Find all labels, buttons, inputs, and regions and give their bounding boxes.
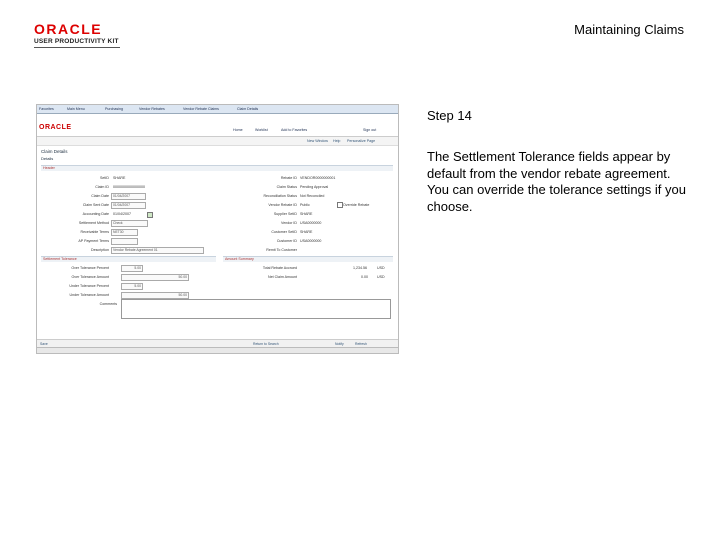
tolerance-group-label: Settlement Tolerance — [43, 257, 77, 261]
field-label: Vendor ID — [281, 221, 297, 225]
comments-label: Comments — [99, 302, 117, 306]
field-label: Claim Status — [276, 185, 297, 189]
field-value: 01/04/2007 — [113, 212, 131, 216]
override-label: Override Rebate — [343, 203, 370, 207]
field-value: SHARE — [113, 176, 126, 180]
receivable-terms-input[interactable]: NET30 — [111, 229, 138, 236]
comments-textarea[interactable] — [121, 299, 391, 319]
link-sign-out[interactable]: Sign out — [363, 128, 377, 132]
horizontal-scrollbar[interactable] — [37, 347, 398, 353]
logo-divider — [34, 47, 120, 48]
menu-favorites[interactable]: Favorites — [39, 107, 54, 111]
field-value: VENDOR0000000001 — [300, 176, 336, 180]
field-label: Under Tolerance Amount — [69, 293, 109, 297]
field-label: Receivable Terms — [80, 230, 109, 234]
header-group-label: Header — [43, 166, 55, 170]
field-label: Net Claim Amount — [268, 275, 297, 279]
claim-sent-date-input[interactable]: 01/04/2007 — [111, 202, 146, 209]
field-value: Pending Approval — [300, 185, 329, 189]
app-subbar — [37, 137, 398, 146]
field-value: Not Reconciled — [300, 194, 325, 198]
over-tolerance-amount-input[interactable]: 50.00 — [121, 274, 189, 281]
section-title: Claim Details — [41, 149, 68, 154]
link-add-favorites[interactable]: Add to Favorites — [281, 128, 308, 132]
menu-claim-details[interactable]: Claim Details — [237, 107, 259, 111]
description-input[interactable]: Vendor Rebate Agreement 01 — [111, 247, 204, 254]
field-label: Vendor Rebate ID — [268, 203, 297, 207]
field-label: Settlement Method — [78, 221, 109, 225]
app-oracle-logo: ORACLE — [39, 124, 72, 131]
link-home[interactable]: Home — [233, 128, 243, 132]
link-new-window[interactable]: New Window — [307, 139, 328, 143]
link-worklist[interactable]: Worklist — [255, 128, 268, 132]
field-label: Claim Date — [91, 194, 109, 198]
field-label: AP Payment Terms — [78, 239, 109, 243]
refresh-link[interactable]: Refresh — [355, 342, 367, 346]
field-label: Rebate ID — [280, 176, 297, 180]
calendar-icon[interactable] — [147, 212, 153, 218]
field-label: Claim ID — [95, 185, 109, 189]
under-tolerance-percent-input[interactable]: 5.00 — [121, 283, 143, 290]
field-label: Over Tolerance Percent — [71, 266, 109, 270]
field-label: SetID — [100, 176, 109, 180]
currency-unit: USD — [377, 275, 385, 279]
field-value: 0.00 — [361, 275, 368, 279]
field-label: Under Tolerance Percent — [69, 284, 109, 288]
field-label: Customer SetID — [271, 230, 297, 234]
logo-brand: ORACLE — [34, 21, 103, 37]
field-value: USA0000000 — [300, 239, 322, 243]
menu-vendor-rebate-claims[interactable]: Vendor Rebate Claims — [183, 107, 219, 111]
menu-purchasing[interactable]: Purchasing — [105, 107, 123, 111]
tab-details[interactable]: Details — [41, 156, 54, 161]
field-label: Remit To Customer — [266, 248, 297, 252]
save-button[interactable]: Save — [40, 342, 48, 346]
field-label: Customer ID — [276, 239, 297, 243]
claim-date-input[interactable]: 01/04/2007 — [111, 193, 146, 200]
notify-link[interactable]: Notify — [335, 342, 344, 346]
settlement-tolerance-group[interactable] — [41, 256, 216, 262]
logo-product: USER PRODUCTIVITY KIT — [34, 38, 119, 45]
under-tolerance-amount-input[interactable]: 50.00 — [121, 292, 189, 299]
page-title: Maintaining Claims — [574, 22, 684, 37]
field-label: Supplier SetID — [273, 212, 297, 216]
settlement-method-select[interactable]: Check — [111, 220, 148, 227]
field-value: 1,234.56 — [353, 266, 367, 270]
application-screenshot — [36, 104, 399, 354]
link-personalize[interactable]: Personalize Page — [347, 139, 376, 143]
menu-vendor-rebates[interactable]: Vendor Rebates — [139, 107, 165, 111]
ap-terms-input[interactable] — [111, 238, 138, 245]
oracle-upk-logo — [34, 22, 124, 50]
header-group[interactable] — [41, 165, 393, 171]
return-to-search-link[interactable]: Return to Search — [253, 342, 279, 346]
amount-summary-group[interactable] — [223, 256, 393, 262]
field-label: Description — [91, 248, 109, 252]
field-label: Reconciliation Status — [263, 194, 297, 198]
step-description: The Settlement Tolerance fields appear by default from the vendor rebate agreement. You can override the tolerance settings if you choose. — [427, 149, 686, 214]
app-menubar — [37, 105, 398, 114]
step-title: Step 14 — [427, 108, 472, 123]
link-help[interactable]: Help — [333, 139, 341, 143]
app-brandbar — [37, 114, 398, 137]
field-label: Accounting Date — [82, 212, 109, 216]
menu-main[interactable]: Main Menu — [67, 107, 85, 111]
field-label: Over Tolerance Amount — [71, 275, 109, 279]
currency-unit: USD — [377, 266, 385, 270]
field-value: USA0000000 — [300, 221, 322, 225]
field-value: SHARE — [300, 230, 313, 234]
over-tolerance-percent-input[interactable]: 5.00 — [121, 265, 143, 272]
field-label: Claim Sent Date — [82, 203, 109, 207]
amount-group-label: Amount Summary — [225, 257, 254, 261]
field-value: SHARE — [300, 212, 313, 216]
field-value: Public — [300, 203, 310, 207]
field-value: 0000000000000000 — [113, 185, 145, 189]
field-label: Total Rebate Accrued — [262, 266, 297, 270]
